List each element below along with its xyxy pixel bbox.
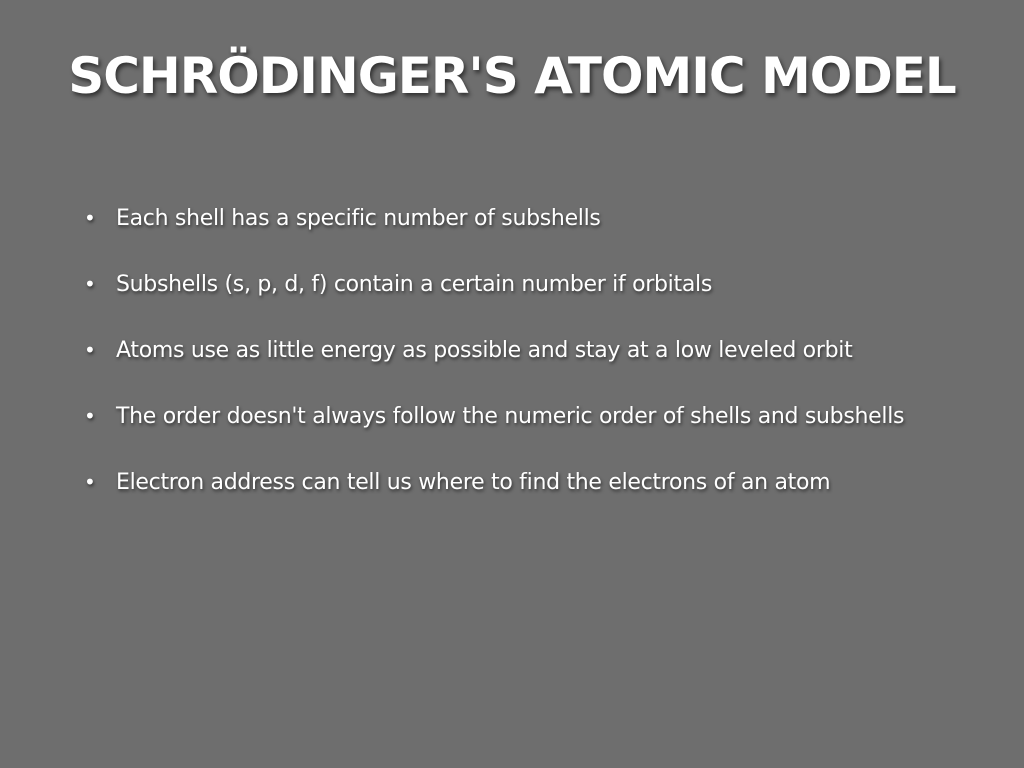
bullet-dot-icon: •: [84, 272, 96, 296]
bullet-dot-icon: •: [84, 470, 96, 494]
bullet-text: Each shell has a specific number of subshells: [116, 205, 601, 231]
slide-title: SCHRÖDINGER'S ATOMIC MODEL: [68, 47, 956, 105]
bullet-item: [84, 330, 852, 370]
bullet-dot-icon: •: [84, 404, 96, 428]
bullet-dot-icon: •: [84, 338, 96, 362]
bullet-item: [84, 264, 712, 304]
bullet-text: Atoms use as little energy as possible and stay at a low leveled orbit: [116, 337, 853, 363]
bullet-dot-icon: •: [84, 206, 96, 230]
bullet-text: The order doesn't always follow the numeric order of shells and subshells: [116, 403, 905, 429]
bullet-text: Electron address can tell us where to find the electrons of an atom: [116, 469, 831, 495]
bullet-item: [84, 396, 904, 436]
bullet-item: [84, 462, 830, 502]
bullet-item: [84, 198, 601, 238]
bullet-text: Subshells (s, p, d, f) contain a certain number if orbitals: [116, 271, 712, 297]
